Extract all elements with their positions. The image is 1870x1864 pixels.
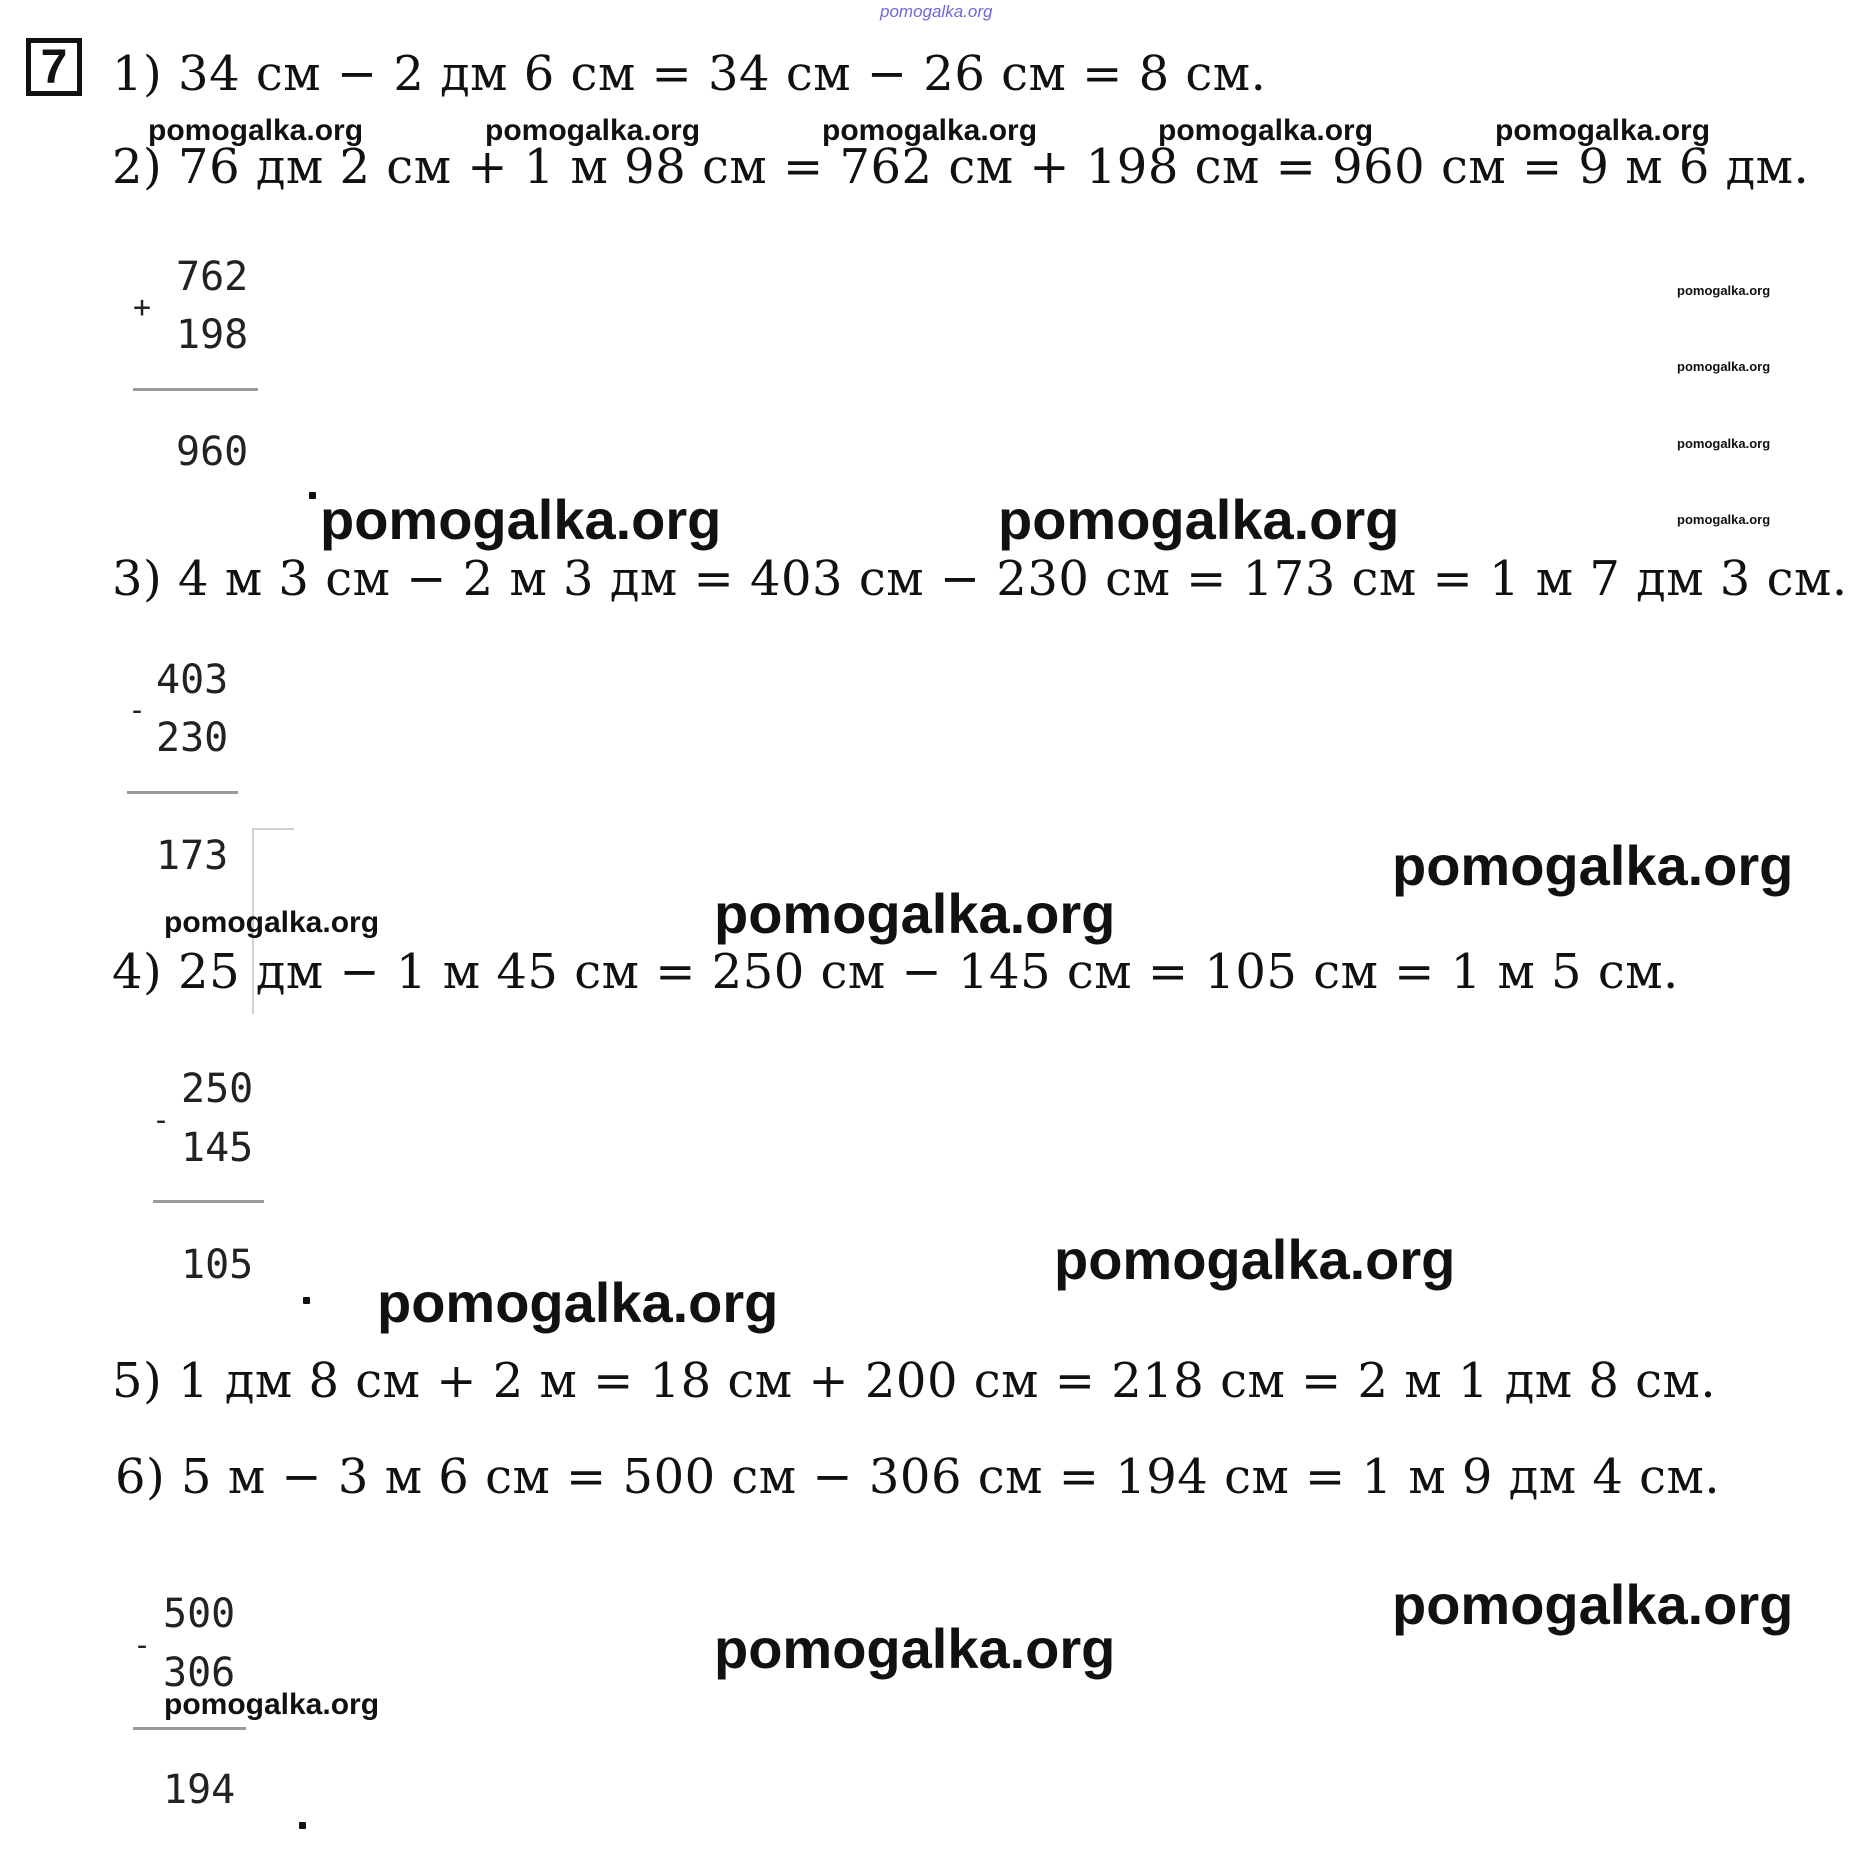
watermark: pomogalka.org xyxy=(714,1617,1116,1680)
calc-6-result: 194 xyxy=(163,1767,236,1813)
watermark-top: pomogalka.org xyxy=(880,2,993,21)
watermark: pomogalka.org xyxy=(1495,114,1711,147)
calc-3-result: 173 xyxy=(156,833,229,879)
watermark: pomogalka.org xyxy=(320,488,722,551)
watermark: pomogalka.org xyxy=(998,488,1400,551)
watermark: pomogalka.org xyxy=(148,114,364,147)
calc-3-line xyxy=(127,791,238,794)
equation-line-4: 4) 25 дм − 1 м 45 см = 250 см − 145 см = 105 см = 1 м 5 см. xyxy=(112,944,1679,1000)
calc-3-operand-a: 403 xyxy=(156,657,229,703)
dot-mark xyxy=(303,1297,310,1304)
calc-4-result: 105 xyxy=(181,1242,254,1288)
task-number-box: 7 xyxy=(26,38,82,96)
calc-6-line xyxy=(133,1727,246,1730)
equation-line-2: 2) 76 дм 2 см + 1 м 98 см = 762 см + 198 см = 960 см = 9 м 6 дм. xyxy=(112,139,1810,195)
watermark: pomogalka.org xyxy=(377,1271,779,1334)
watermark: pomogalka.org xyxy=(1677,283,1771,298)
watermark: pomogalka.org xyxy=(164,906,380,939)
equation-line-5: 5) 1 дм 8 см + 2 м = 18 см + 200 см = 218 см = 2 м 1 дм 8 см. xyxy=(112,1353,1717,1409)
calc-3-operand-b: 230 xyxy=(156,715,229,761)
calc-2-result: 960 xyxy=(176,429,249,475)
calc-2-operand-b: 198 xyxy=(176,312,249,358)
dot-mark xyxy=(299,1822,306,1829)
calc-2-line xyxy=(133,388,258,391)
calc-2-sign: + xyxy=(133,290,152,325)
watermark: pomogalka.org xyxy=(1392,834,1794,897)
equation-line-6: 6) 5 м − 3 м 6 см = 500 см − 306 см = 194 см = 1 м 9 дм 4 см. xyxy=(115,1449,1721,1505)
calc-4-sign: - xyxy=(152,1103,171,1138)
calc-3-sign: - xyxy=(128,693,147,728)
watermark: pomogalka.org xyxy=(1158,114,1374,147)
watermark: pomogalka.org xyxy=(1677,512,1771,527)
watermark: pomogalka.org xyxy=(164,1688,380,1721)
calc-6-sign: - xyxy=(133,1628,152,1663)
watermark: pomogalka.org xyxy=(1054,1228,1456,1291)
calc-2-operand-a: 762 xyxy=(176,254,249,300)
equation-line-3: 3) 4 м 3 см − 2 м 3 дм = 403 см − 230 см = 173 см = 1 м 7 дм 3 см. xyxy=(112,551,1848,607)
watermark: pomogalka.org xyxy=(485,114,701,147)
watermark: pomogalka.org xyxy=(1392,1573,1794,1636)
watermark: pomogalka.org xyxy=(822,114,1038,147)
calc-6-operand-a: 500 xyxy=(163,1591,236,1637)
calc-4-line xyxy=(153,1200,264,1203)
equation-line-1: 1) 34 см − 2 дм 6 см = 34 см − 26 см = 8 см. xyxy=(112,46,1267,102)
calc-6-operand-b: 306 xyxy=(163,1650,236,1696)
dot-mark xyxy=(309,492,316,499)
watermark: pomogalka.org xyxy=(1677,436,1771,451)
calc-4-operand-b: 145 xyxy=(181,1125,254,1171)
calc-4-operand-a: 250 xyxy=(181,1066,254,1112)
watermark: pomogalka.org xyxy=(1677,359,1771,374)
watermark: pomogalka.org xyxy=(714,882,1116,945)
